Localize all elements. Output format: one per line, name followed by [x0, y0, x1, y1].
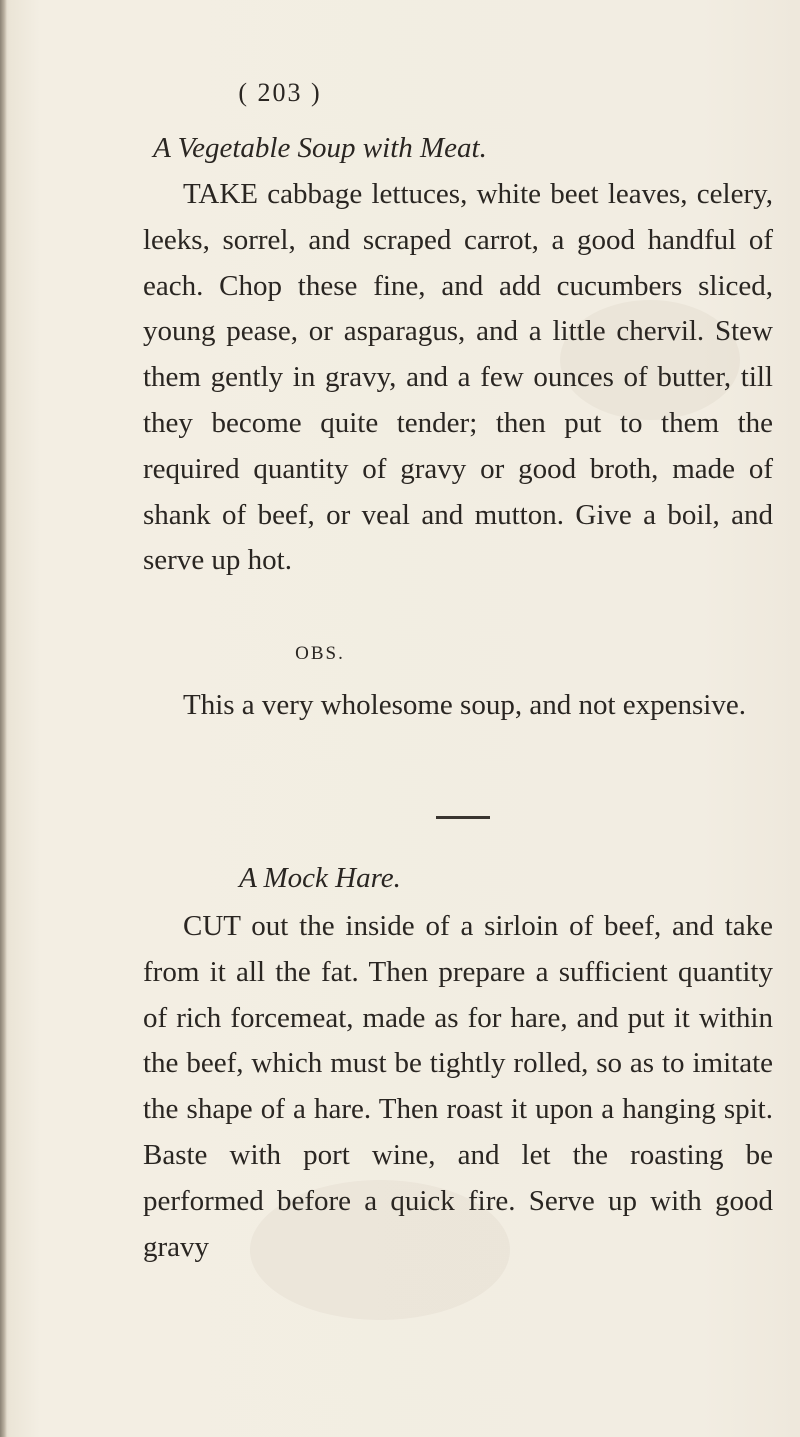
recipe-title-mock-hare: A Mock Hare.: [239, 862, 401, 894]
recipe-title-vegetable-soup: A Vegetable Soup with Meat.: [153, 132, 487, 164]
recipe-body-vegetable-soup: TAKE cabbage lettuces, white beet leaves, celery, leeks, sorrel, and scraped carrot, a good handful of each. Chop these fine, and add cucumbers sliced, young pease, or asparagus, and a little chervil. Stew them gently in gravy, and a few ounces of butter, till they become quite tender; then put to them the required quantity of gravy or good broth, made of shank of beef, or veal and mutton. Give a boil, and serve up hot.: [143, 178, 773, 577]
recipe-body-mock-hare: CUT out the inside of a sirloin of beef, and take from it all the fat. Then prepare a sufficient quantity of rich forcemeat, made as for hare, and put it within the beef, which must be tightly rolled, so as to imitate the shape of a hare. Then roast it upon a hanging spit. Baste with port wine, and let the roasting be performed before a quick fire. Serve up with good gravy: [143, 910, 773, 1263]
page-spine-shadow: [0, 0, 7, 1437]
page-number: ( 203 ): [238, 78, 322, 107]
obs-label: OBS.: [295, 643, 345, 664]
section-divider: [436, 816, 490, 819]
obs-text: This a very wholesome soup, and not expensive.: [183, 689, 746, 721]
